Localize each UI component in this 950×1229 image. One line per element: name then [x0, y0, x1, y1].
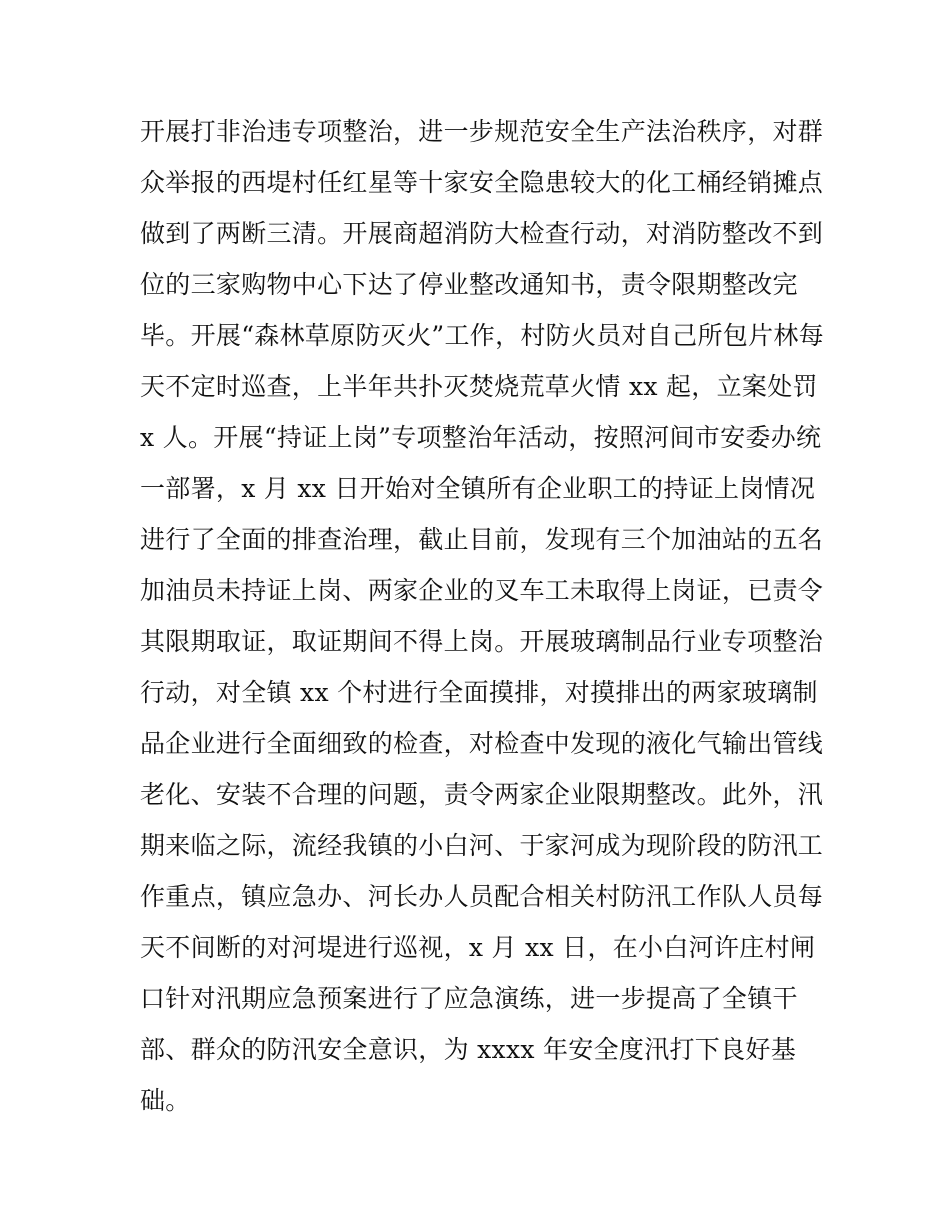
- paragraph-line: 天不间断的对河堤进行巡视，x 月 xx 日，在小白河许庄村闸: [140, 933, 816, 962]
- paragraph-line: 加油员未持证上岗、两家企业的叉车工未取得上岗证，已责令: [140, 576, 824, 605]
- paragraph-line: 众举报的西堤村任红星等十家安全隐患较大的化工桶经销摊点: [140, 168, 824, 197]
- paragraph-line: 进行了全面的排查治理，截止目前，发现有三个加油站的五名: [140, 525, 824, 554]
- paragraph-line: 老化、安装不合理的问题，责令两家企业限期整改。此外，汛: [140, 780, 824, 809]
- paragraph-line: 行动，对全镇 xx 个村进行全面摸排，对摸排出的两家玻璃制: [140, 678, 818, 707]
- paragraph-line: 开展打非治违专项整治，进一步规范安全生产法治秩序，对群: [140, 117, 824, 146]
- paragraph-line: x 人。开展“持证上岗”专项整治年活动，按照河间市安委办统: [140, 423, 822, 452]
- paragraph-line: 口针对汛期应急预案进行了应急演练，进一步提高了全镇干: [140, 984, 798, 1013]
- paragraph-line: 品企业进行全面细致的检查，对检查中发现的液化气输出管线: [140, 729, 824, 758]
- paragraph-line: 天不定时巡查，上半年共扑灭焚烧荒草火情 xx 起，立案处罚: [140, 372, 818, 401]
- paragraph-line: 其限期取证，取证期间不得上岗。开展玻璃制品行业专项整治: [140, 627, 824, 656]
- body-paragraph: [140, 106, 830, 1126]
- paragraph-line: 位的三家购物中心下达了停业整改通知书，责令限期整改完: [140, 270, 798, 299]
- paragraph-line: 毕。开展“森林草原防灭火”工作，村防火员对自己所包片林每: [140, 321, 824, 350]
- paragraph-line: 一部署，x 月 xx 日开始对全镇所有企业职工的持证上岗情况: [140, 474, 816, 503]
- paragraph-line: 作重点，镇应急办、河长办人员配合相关村防汛工作队人员每: [140, 882, 824, 911]
- paragraph-line: 期来临之际，流经我镇的小白河、于家河成为现阶段的防汛工: [140, 831, 824, 860]
- paragraph-line: 做到了两断三清。开展商超消防大检查行动，对消防整改不到: [140, 219, 824, 248]
- paragraph-line: 部、群众的防汛安全意识，为 xxxx 年安全度汛打下良好基: [140, 1035, 796, 1064]
- paragraph-line: 础。: [140, 1086, 191, 1115]
